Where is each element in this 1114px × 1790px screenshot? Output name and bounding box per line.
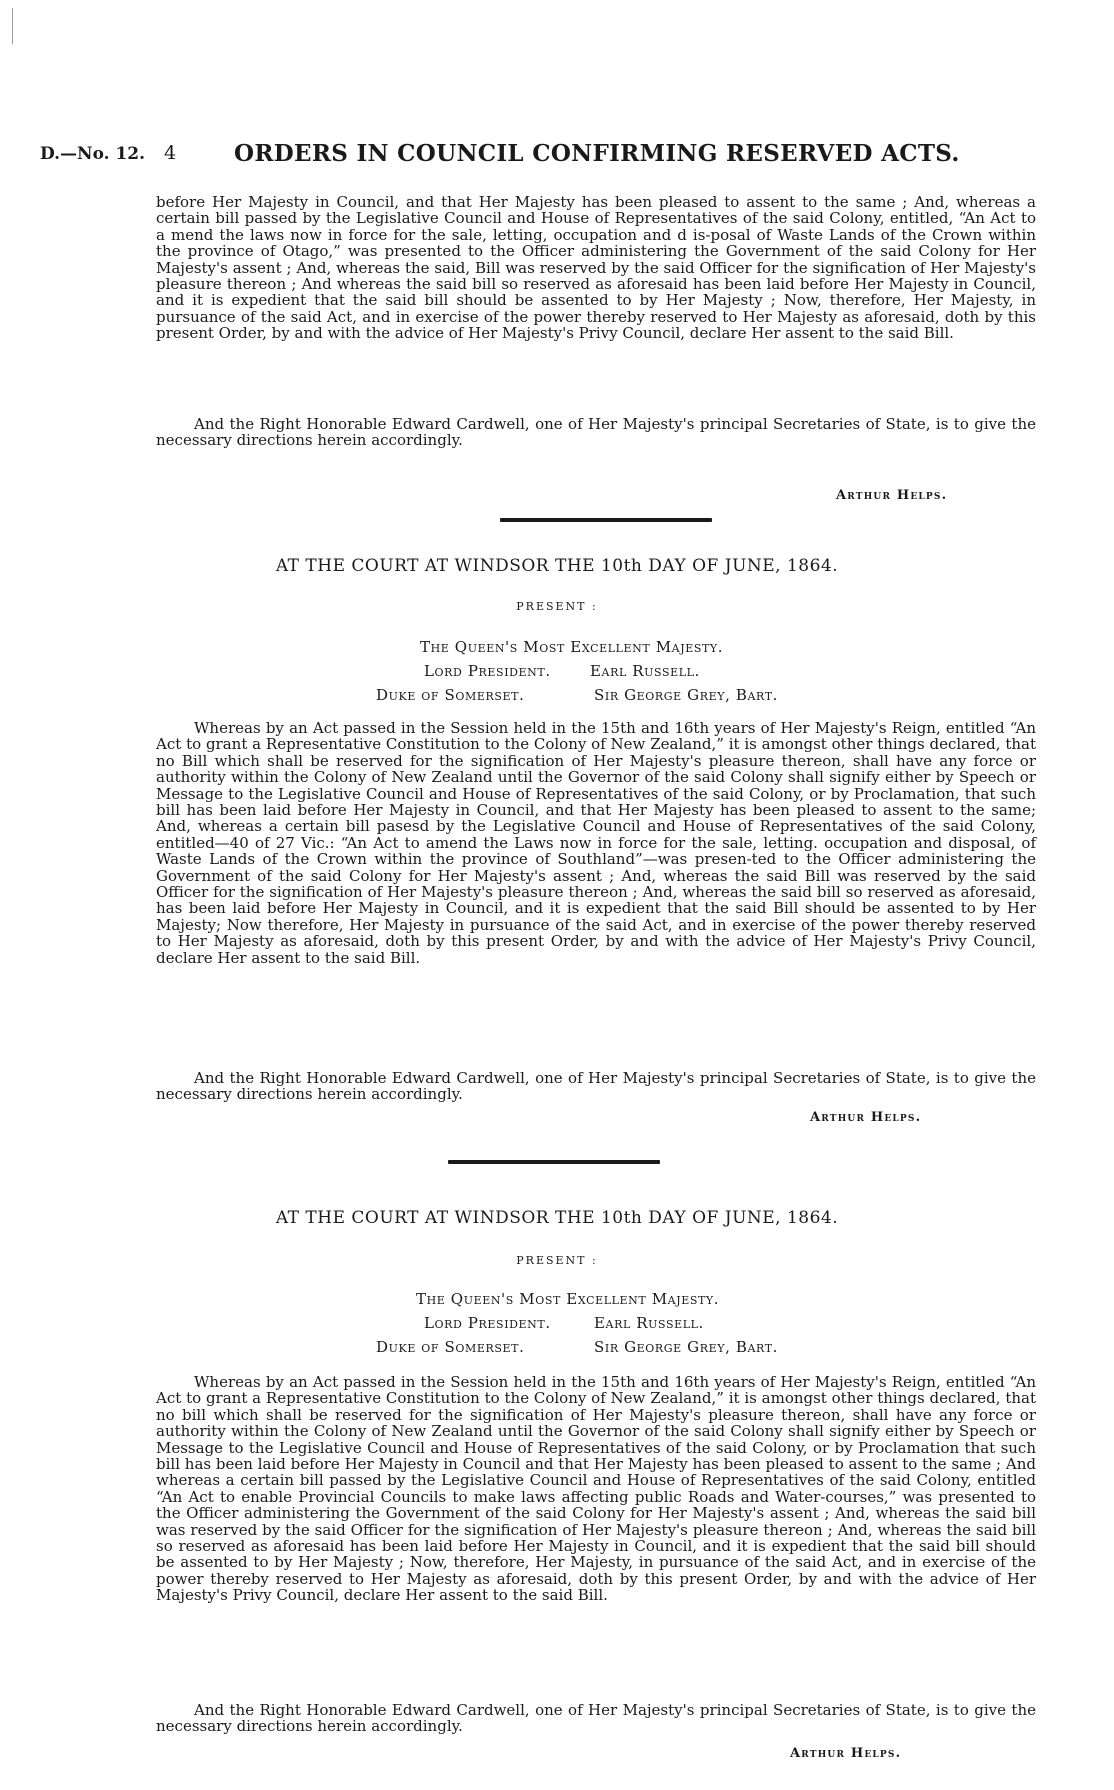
order-body: Whereas by an Act passed in the Session held in the 15th and 16th years of Her Majesty's Reign, entitled “An Act to grant a Representative Constitution to the Colony of New Zealand,” it is amongst other things declared, that no bill which shall be reserved for the signification of Her Majesty's pleasure thereon, shall have any force or authority within the Colony of New Zealand until the Governor of the said Colony shall signify either by Speech or Message to the Legislative Council and House of Representatives of the said Colony, or by Proclamation that such bill has been laid before Her Majesty in Council and that Her Majesty has been pleased to assent to the same ; And whereas a certain bill passed by the Legislative Council and House of Representatives of the said Colony, entitled “An Act to enable Provincial Councils to make laws affecting public Roads and Water-courses,” was presented to the Officer administering the Government of the said Colony for Her Majesty's assent ; And, whereas the said bill was reserved by the said Officer for the signification of Her Majesty's pleasure thereon ; And, whereas the said bill so reserved as aforesaid has been laid before Her Majesty in Council, and it is expedient that the said bill should be assented to by Her Majesty ; Now, therefore, Her Majesty, in pursuance of the said Act, and in exercise of the power thereby reserved to Her Majesty as aforesaid, doth by this present Order, by and with the advice of Her Majesty's Privy Council, declare Her assent to the said Bill. xyxy=(156,1373,1036,1605)
present-member: Lord President. xyxy=(424,662,551,680)
present-member: Earl Russell. xyxy=(594,1314,704,1332)
document-reference: D.—No. 12. xyxy=(40,144,146,164)
court-heading: AT THE COURT AT WINDSOR THE 10th DAY OF JUNE, 1864. xyxy=(275,1208,839,1228)
present-member: Lord President. xyxy=(424,1314,551,1332)
present-member: Duke of Somerset. xyxy=(376,686,525,704)
page-title: ORDERS IN COUNCIL CONFIRMING RESERVED ACTS. xyxy=(234,140,960,167)
signature: Arthur Helps. xyxy=(836,488,948,503)
signature: Arthur Helps. xyxy=(790,1746,902,1761)
page-header xyxy=(40,136,1080,176)
present-member: Duke of Somerset. xyxy=(376,1338,525,1356)
signature: Arthur Helps. xyxy=(810,1110,922,1125)
present-label: PRESENT : xyxy=(516,600,598,613)
court-heading: AT THE COURT AT WINDSOR THE 10th DAY OF JUNE, 1864. xyxy=(275,556,839,576)
order-continuation-closing: And the Right Honorable Edward Cardwell, one of Her Majesty's principal Secretaries of State, is to give the necessary directions herein accordingly. xyxy=(156,415,1036,450)
scan-edge-mark xyxy=(12,8,13,44)
present-member: The Queen's Most Excellent Majesty. xyxy=(416,1290,720,1308)
section-divider xyxy=(500,518,712,522)
present-member: The Queen's Most Excellent Majesty. xyxy=(420,638,724,656)
order-continuation-body: before Her Majesty in Council, and that Her Majesty has been pleased to assent to the same ; And, whereas a certain bill passed by the Legislative Council and House of Representatives of the said Colony, entitled, “An Act to a mend the laws now in force for the sale, letting, occupation and d is-posal of Waste Lands of the Crown within the province of Otago,” was presented to the Officer administering the Government of the said Colony for Her Majesty's assent ; And, whereas the said, Bill was reserved by the said Officer for the signification of Her Majesty's pleasure thereon ; And whereas the said bill so reserved as aforesaid has been laid before Her Majesty in Council, and it is expedient that the said bill should be assented to by Her Majesty ; Now, therefore, Her Majesty, in pursuance of the said Act, and in exercise of the power thereby reserved to Her Majesty as aforesaid, doth by this present Order, by and with the advice of Her Majesty's Privy Council, declare Her assent to the said Bill. xyxy=(156,193,1036,343)
present-member: Earl Russell. xyxy=(590,662,700,680)
order-closing: And the Right Honorable Edward Cardwell, one of Her Majesty's principal Secretaries of State, is to give the necessary directions herein accordingly. xyxy=(156,1069,1036,1104)
order-body: Whereas by an Act passed in the Session held in the 15th and 16th years of Her Majesty's Reign, entitled “An Act to grant a Representative Constitution to the Colony of New Zealand,” it is amongst other things declared, that no Bill which shall be reserved for the signification of Her Majesty's pleasure thereon, shall have any force or authority within the Colony of New Zealand until the Governor of the said Colony shall signify either by Speech or Message to the Legislative Council and House of Representatives of the said Colony, or by Proclamation, that such bill has been laid before Her Majesty in Council, and that Her Majesty has been pleased to assent to the same; And, whereas a certain bill pasesd by the Legislative Council and House of Representatives of the said Colony, entitled—40 of 27 Vic.: “An Act to amend the Laws now in force for the sale, letting. occupation and disposal, of Waste Lands of the Crown within the province of Southland”—was presen-ted to the Officer administering the Government of the said Colony for Her Majesty's assent ; And, whereas the said Bill was reserved by the said Officer for the signification of Her Majesty's pleasure thereon ; And, whereas the said bill so reserved as aforesaid, has been laid before Her Majesty in Council, and it is expedient that the said Bill should be assented to by Her Majesty; Now therefore, Her Majesty in pursuance of the said Act, and in exercise of the power thereby reserved to Her Majesty as aforesaid, doth by this present Order, by and with the advice of Her Majesty's Privy Council, declare Her assent to the said Bill. xyxy=(156,719,1036,967)
order-closing: And the Right Honorable Edward Cardwell, one of Her Majesty's principal Secretaries of State, is to give the necessary directions herein accordingly. xyxy=(156,1701,1036,1736)
present-member: Sir George Grey, Bart. xyxy=(594,1338,779,1356)
present-member: Sir George Grey, Bart. xyxy=(594,686,779,704)
page-number: 4 xyxy=(164,142,177,164)
section-divider xyxy=(448,1160,660,1164)
present-label: PRESENT : xyxy=(516,1254,598,1267)
